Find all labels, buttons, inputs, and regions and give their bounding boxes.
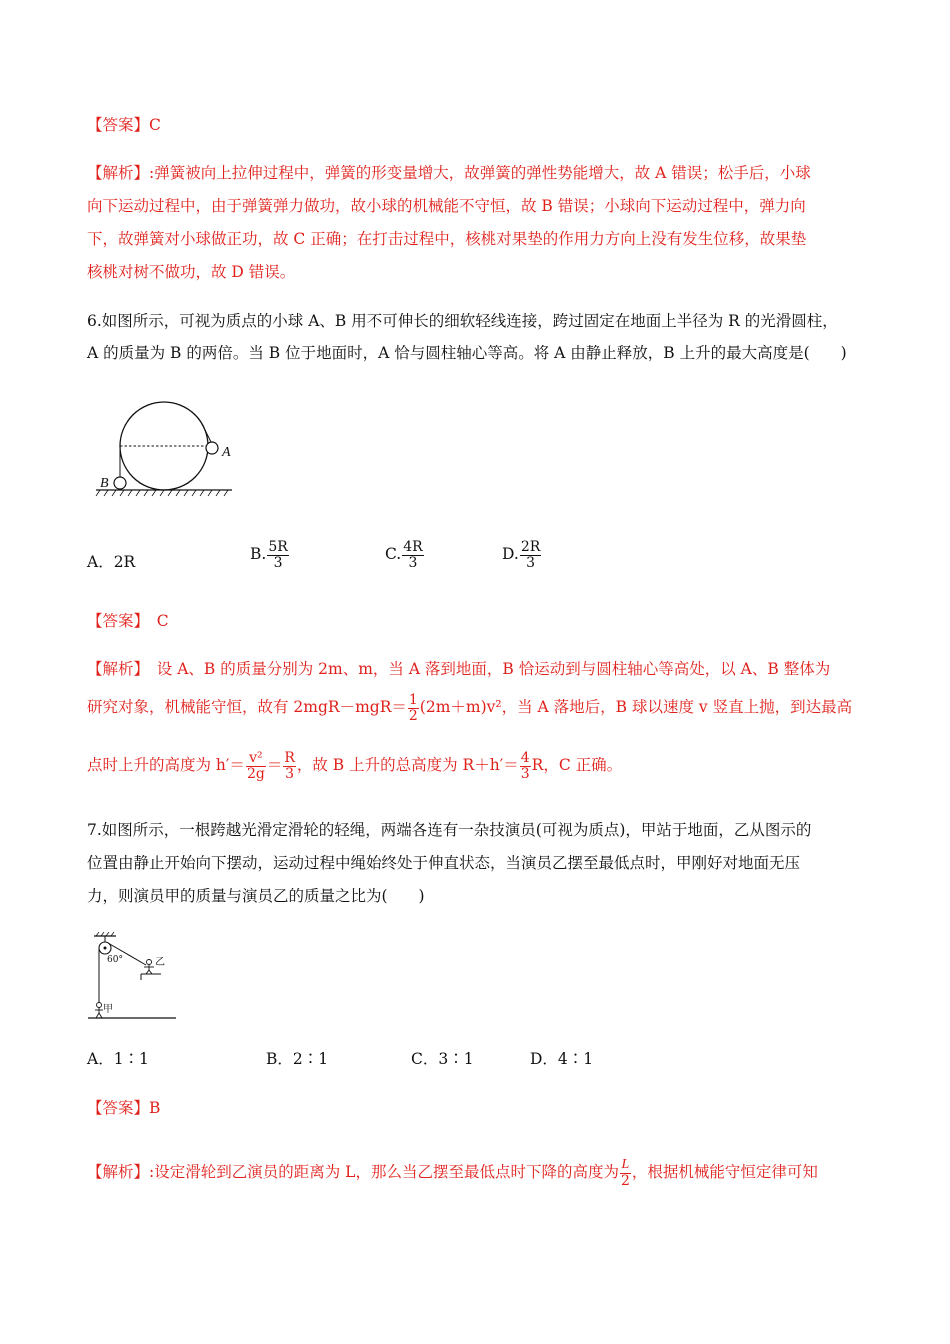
- option-7d: D．4∶1: [530, 1050, 594, 1068]
- denominator: 3: [526, 554, 535, 571]
- label-jia: 甲: [103, 1004, 113, 1015]
- option-letter: D.: [502, 545, 519, 564]
- numerator: 1: [408, 692, 418, 708]
- equals-sign: ＝: [266, 756, 283, 775]
- option-6d: [502, 540, 542, 570]
- option-7a: A．1∶1: [87, 1050, 149, 1068]
- angle-label: 60°: [107, 955, 123, 965]
- denominator: 2: [620, 1172, 630, 1189]
- explanation-text: 研究对象，机械能守恒，故有 2mgR－mgR＝: [87, 698, 407, 717]
- option-7b: B．2∶1: [266, 1050, 329, 1068]
- explanation-6-line-2: [87, 693, 852, 723]
- numerator: 4R: [403, 539, 423, 555]
- denominator: 2g: [246, 765, 265, 782]
- numerator: R: [284, 750, 295, 766]
- explanation-text: ，根据机械能守恒定律可知: [631, 1163, 818, 1182]
- numerator: v²: [246, 751, 266, 767]
- explanation-text: 设 A、B 的质量分别为 2m、m，当 A 落到地面，B 恰运动到与圆柱轴心等高处，以 A、B 整体为: [141, 660, 831, 678]
- option-letter: B.: [250, 545, 267, 564]
- explanation-label: 【解析】:: [87, 164, 155, 182]
- explanation-text: (2m＋m)v²，当 A 落地后，B 球以速度 v 竖直上抛，到达最高: [419, 698, 853, 717]
- option-7c: C．3∶1: [411, 1050, 474, 1068]
- cylinder-diagram: [92, 396, 242, 502]
- numerator: 5R: [268, 539, 288, 555]
- numerator: 2R: [520, 539, 541, 555]
- numerator: L: [621, 1157, 630, 1172]
- explanation-5-line-3: 下，故弹簧对小球做正功，故 C 正确；在打击过程中，核桃对果垫的作用力方向上没有发生位移，故果垫: [87, 230, 807, 248]
- explanation-label: 【解析】: [87, 660, 142, 678]
- explanation-text: ，故 B 上升的总高度为 R＋h′＝: [296, 756, 519, 775]
- pulley-diagram: [86, 930, 182, 1022]
- question-7-line-3: 力，则演员甲的质量与演员乙的质量之比为( ): [87, 887, 425, 905]
- explanation-text: 设定滑轮到乙演员的距离为 L，那么当乙摆至最低点时下降的高度为: [154, 1163, 619, 1182]
- ball-b: [114, 477, 126, 489]
- cylinder: [120, 402, 208, 490]
- numerator: 4: [520, 750, 530, 766]
- answer-5: 【答案】C: [87, 116, 161, 134]
- answer-6: 【答案】 C: [87, 612, 169, 630]
- label-b: B: [100, 476, 109, 491]
- denominator: 3: [273, 554, 283, 571]
- label-a: A: [222, 445, 231, 460]
- explanation-6-line-3: [87, 751, 622, 781]
- explanation-6-line-1: [87, 659, 830, 679]
- explanation-text: R，C 正确。: [531, 756, 623, 775]
- ball-a: [206, 442, 218, 454]
- answer-7: 【答案】B: [87, 1099, 161, 1117]
- explanation-text: 弹簧被向上拉伸过程中，弹簧的形变量增大，故弹簧的弹性势能增大，故 A 错误；松手后，小球: [154, 164, 811, 182]
- explanation-5-line-2: 向下运动过程中，由于弹簧弹力做功，故小球的机械能不守恒，故 B 错误；小球向下运动过程中，弹力向: [87, 197, 806, 215]
- option-letter: C.: [385, 545, 402, 564]
- denominator: 3: [520, 765, 530, 782]
- option-6a: A．2R: [87, 553, 136, 571]
- question-6-line-1: 6.如图所示，可视为质点的小球 A、B 用不可伸长的细软轻线连接，跨过固定在地面上半径为 R 的光滑圆柱，: [87, 312, 838, 330]
- denominator: 3: [285, 765, 295, 782]
- explanation-7-line-1: [87, 1158, 818, 1188]
- explanation-text: 点时上升的高度为 h′＝: [87, 756, 245, 775]
- option-6c: [385, 540, 425, 570]
- explanation-5-line-1: [87, 163, 811, 183]
- denominator: 3: [408, 554, 418, 571]
- explanation-5-line-4: 核桃对树不做功，故 D 错误。: [87, 263, 296, 281]
- explanation-label: 【解析】:: [87, 1163, 155, 1182]
- denominator: 2: [408, 707, 418, 724]
- option-6b: [250, 540, 290, 570]
- label-yi: 乙: [155, 957, 165, 968]
- question-6-line-2: A 的质量为 B 的两倍。当 B 位于地面时，A 恰与圆柱轴心等高。将 A 由静止释放，B 上升的最大高度是( ): [87, 344, 847, 362]
- question-7-line-1: 7.如图所示，一根跨越光滑定滑轮的轻绳，两端各连有一杂技演员(可视为质点)，甲站于地面，乙从图示的: [87, 821, 812, 839]
- question-7-line-2: 位置由静止开始向下摆动，运动过程中绳始终处于伸直状态，当演员乙摆至最低点时，甲刚好对地面无压: [87, 854, 801, 872]
